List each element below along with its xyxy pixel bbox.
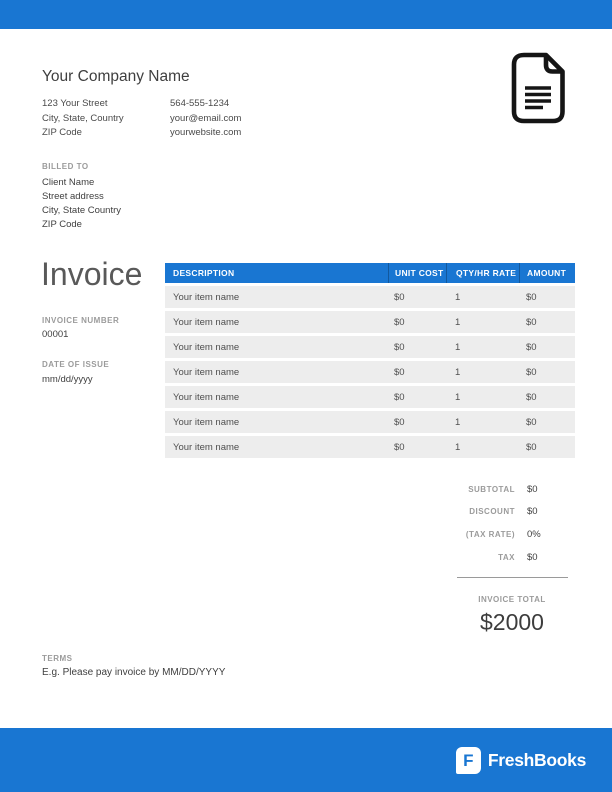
billed-to-block [42, 176, 121, 232]
discount-label: DISCOUNT [469, 507, 515, 517]
address-line: 123 Your Street [42, 98, 108, 109]
address-line: City, State, Country [42, 112, 124, 124]
terms-label: TERMS [42, 654, 73, 663]
logo-letter: F [463, 750, 474, 770]
cell-amount: $0 [526, 366, 537, 378]
client-city: City, State Country [42, 205, 122, 216]
freshbooks-logo-icon [456, 747, 481, 774]
invoice-number-value: 00001 [42, 329, 69, 340]
cell-qty: 1 [455, 316, 461, 328]
table-row [165, 411, 575, 433]
cell-description: Your item name [173, 316, 240, 328]
cell-description: Your item name [173, 441, 240, 453]
table-row [165, 386, 575, 408]
cell-qty: 1 [455, 291, 461, 303]
cell-qty: 1 [455, 366, 461, 378]
tax-rate-label: (TAX RATE) [465, 529, 515, 539]
cell-amount: $0 [526, 316, 537, 328]
cell-unit-cost: $0 [394, 316, 405, 328]
header-unit-cost: UNIT COST [388, 263, 446, 283]
address-line: ZIP Code [42, 127, 82, 138]
email-address: your@email.com [170, 112, 242, 124]
tax-label: TAX [498, 552, 515, 562]
cell-amount: $0 [526, 391, 537, 403]
cell-description: Your item name [173, 341, 240, 353]
table-row [165, 361, 575, 383]
tax-value: $0 [527, 551, 538, 563]
billed-to-label: BILLED TO [42, 162, 89, 171]
client-zip: ZIP Code [42, 219, 82, 230]
table-row [165, 286, 575, 308]
freshbooks-wordmark: FreshBooks [487, 749, 586, 770]
tax-rate-value: 0% [527, 528, 541, 540]
cell-unit-cost: $0 [394, 291, 405, 303]
subtotal-value: $0 [527, 483, 538, 495]
cell-qty: 1 [455, 416, 461, 428]
cell-amount: $0 [526, 341, 537, 353]
cell-unit-cost: $0 [394, 441, 405, 453]
invoice-total-label: INVOICE TOTAL [478, 595, 546, 604]
header-description: DESCRIPTION [173, 268, 235, 278]
subtotal-row [400, 478, 575, 501]
company-name: Your Company Name [42, 68, 190, 85]
tax-row [400, 546, 575, 569]
cell-description: Your item name [173, 416, 240, 428]
table-row [165, 311, 575, 333]
cell-description: Your item name [173, 391, 240, 403]
totals-block [400, 478, 575, 568]
invoice-total-value: $2000 [480, 609, 544, 635]
cell-unit-cost: $0 [394, 391, 405, 403]
cell-amount: $0 [526, 441, 537, 453]
company-contact [170, 97, 241, 141]
cell-qty: 1 [455, 391, 461, 403]
header-qty-hr-rate: QTY/HR RATE [446, 263, 519, 283]
company-address [42, 97, 124, 141]
discount-row [400, 501, 575, 524]
cell-amount: $0 [526, 416, 537, 428]
cell-qty: 1 [455, 441, 461, 453]
discount-value: $0 [527, 506, 538, 518]
invoice-table [165, 263, 575, 458]
footer-bar [0, 728, 612, 792]
terms-text: E.g. Please pay invoice by MM/DD/YYYY [42, 667, 226, 678]
table-row [165, 336, 575, 358]
client-name: Client Name [42, 177, 95, 188]
invoice-total-block [447, 595, 577, 636]
cell-amount: $0 [526, 291, 537, 303]
document-icon [510, 51, 567, 130]
tax-rate-row [400, 523, 575, 546]
client-street: Street address [42, 191, 104, 202]
date-of-issue-value: mm/dd/yyyy [42, 374, 93, 385]
cell-unit-cost: $0 [394, 416, 405, 428]
date-of-issue-label: DATE OF ISSUE [42, 360, 110, 369]
totals-divider [457, 577, 568, 578]
cell-qty: 1 [455, 341, 461, 353]
website-url: yourwebsite.com [170, 127, 242, 138]
table-row [165, 436, 575, 458]
top-accent-bar [0, 0, 612, 29]
cell-description: Your item name [173, 291, 240, 303]
cell-unit-cost: $0 [394, 341, 405, 353]
cell-description: Your item name [173, 366, 240, 378]
table-header-row [165, 263, 575, 283]
cell-unit-cost: $0 [394, 366, 405, 378]
header-amount: AMOUNT [519, 263, 575, 283]
subtotal-label: SUBTOTAL [468, 484, 515, 494]
invoice-number-label: INVOICE NUMBER [42, 316, 120, 325]
page-title: Invoice [41, 256, 143, 292]
phone-number: 564-555-1234 [170, 98, 230, 109]
